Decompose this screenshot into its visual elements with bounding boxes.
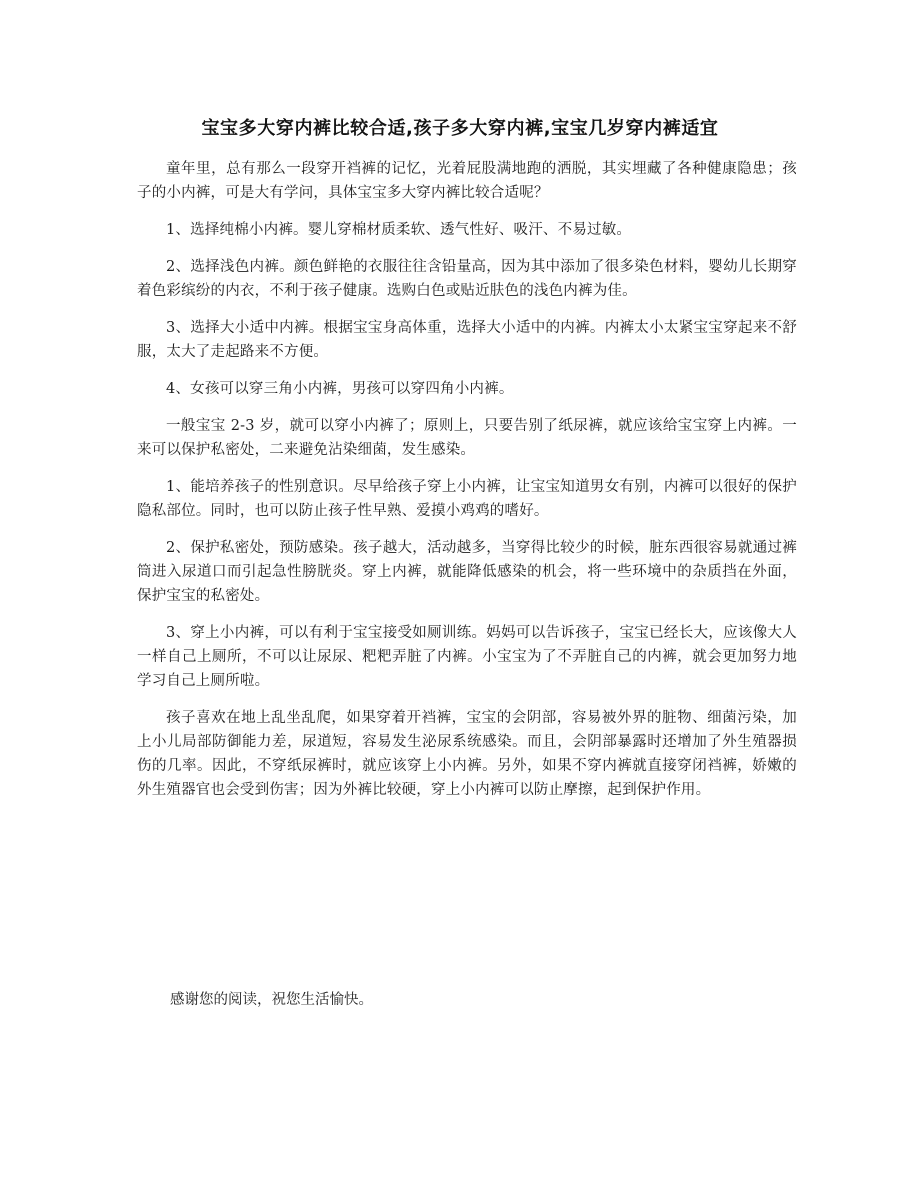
benefit-gender-paragraph: 1、能培养孩子的性别意识。尽早给孩子穿上小内裤，让宝宝知道男女有别，内裤可以很好的保护隐私部位。同时，也可以防止孩子性早熟、爱摸小鸡鸡的嗜好。: [137, 479, 797, 519]
benefit-toilet-paragraph: 3、穿上小内裤，可以有利于宝宝接受如厕训练。妈妈可以告诉孩子，宝宝已经长大，应该像大人一样自己上厕所，不可以让尿尿、粑粑弄脏了内裤。小宝宝为了不弄脏自己的内裤，就会更加努力地学习自己上厕所啦。: [137, 625, 797, 689]
benefit-protection-paragraph: 2、保护私密处，预防感染。孩子越大，活动越多，当穿得比较少的时候，脏东西很容易就通过裤筒进入尿道口而引起急性膀胱炎。穿上内裤，就能降低感染的机会，将一些环境中的杂质挡在外面，保护宝宝的私密处。: [137, 540, 797, 604]
age-paragraph: 一般宝宝 2-3 岁，就可以穿小内裤了；原则上，只要告别了纸尿裤，就应该给宝宝穿上内裤。一来可以保护私密处，二来避免沾染细菌，发生感染。: [137, 418, 797, 458]
document-title: 宝宝多大穿内裤比较合适,孩子多大穿内裤,宝宝几岁穿内裤适宜: [201, 118, 719, 139]
intro-paragraph: 童年里，总有那么一段穿开裆裤的记忆，光着屁股满地跑的洒脱，其实埋藏了各种健康隐患；孩子的小内裤，可是大有学问，具体宝宝多大穿内裤比较合适呢？: [137, 161, 797, 201]
document-body: [137, 157, 797, 815]
tip-cotton-paragraph: 1、选择纯棉小内裤。婴儿穿棉材质柔软、透气性好、吸汗、不易过敏。: [166, 222, 632, 238]
conclusion-paragraph: 孩子喜欢在地上乱坐乱爬，如果穿着开裆裤，宝宝的会阴部，容易被外界的脏物、细菌污染，加上小儿局部防御能力差，尿道短，容易发生泌尿系统感染。而且，会阴部暴露时还增加了外生殖器损伤的几率。因此，不穿纸尿裤时，就应该穿上小内裤。另外，如果不穿内裤就直接穿闭裆裤，娇嫩的外生殖器官也会受到伤害；因为外裤比较硬，穿上小内裤可以防止摩擦，起到保护作用。: [137, 710, 797, 798]
tip-style-paragraph: 4、女孩可以穿三角小内裤，男孩可以穿四角小内裤。: [166, 381, 514, 397]
closing-note: 感谢您的阅读，祝您生活愉快。: [170, 992, 373, 1008]
tip-size-paragraph: 3、选择大小适中内裤。根据宝宝身高体重，选择大小适中的内裤。内裤太小太紧宝宝穿起来不舒服，太大了走起路来不方便。: [137, 320, 797, 360]
tip-light-color-paragraph: 2、选择浅色内裤。颜色鲜艳的衣服往往含铅量高，因为其中添加了很多染色材料，婴幼儿长期穿着色彩缤纷的内衣，不利于孩子健康。选购白色或贴近肤色的浅色内裤为佳。: [137, 259, 797, 299]
